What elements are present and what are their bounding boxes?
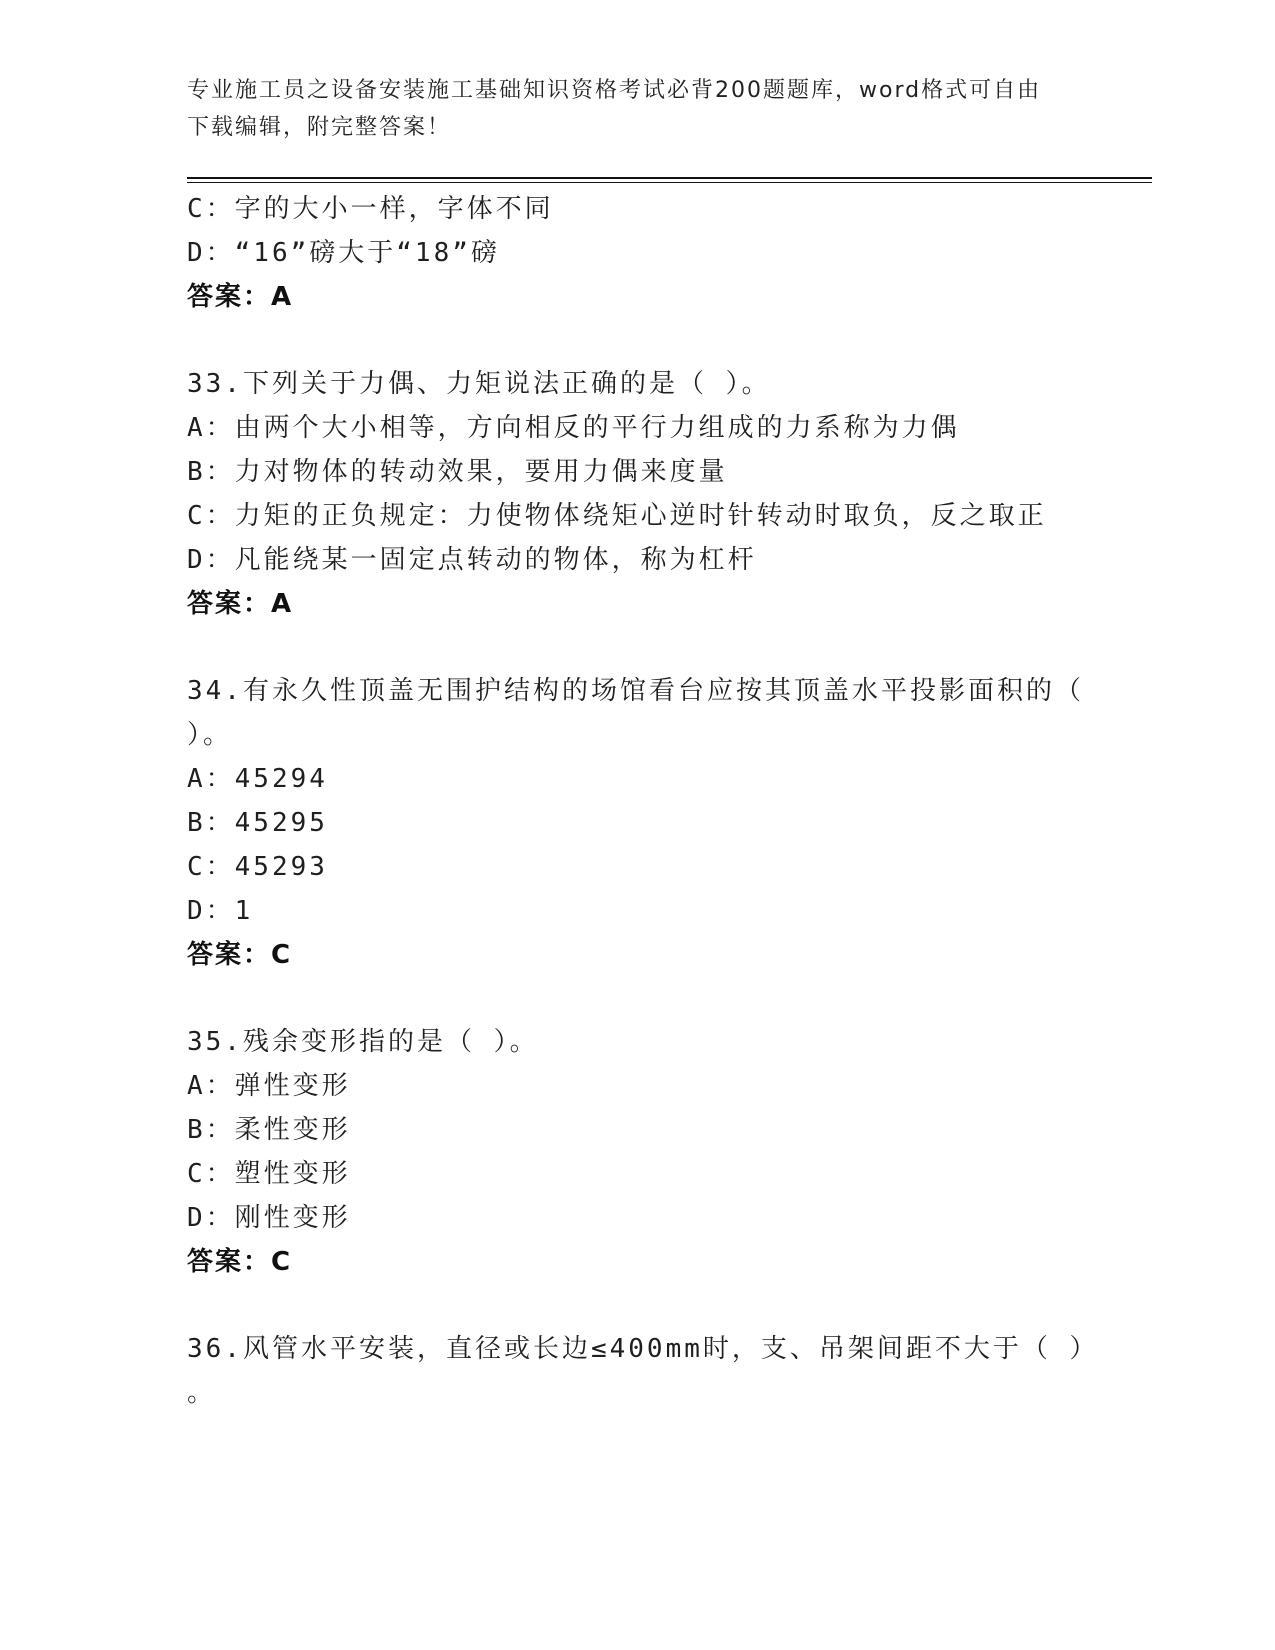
prev-option-d: D：“16”磅大于“18”磅 xyxy=(187,238,500,268)
page-header xyxy=(187,72,1067,146)
question-33-option-c: C：力矩的正负规定：力使物体绕矩心逆时针转动时取负，反之取正 xyxy=(187,501,1047,531)
question-33-answer: 答案：A xyxy=(187,589,294,619)
question-34-option-b: B：45295 xyxy=(187,808,328,838)
question-35-stem: 35.残余变形指的是（ ）。 xyxy=(187,1027,539,1057)
header-title-line-2: 下载编辑，附完整答案！ xyxy=(187,115,452,140)
question-33-option-b: B：力对物体的转动效果，要用力偶来度量 xyxy=(187,457,728,487)
prev-option-c: C：字的大小一样，字体不同 xyxy=(187,194,554,224)
question-34-answer: 答案：C xyxy=(187,940,293,970)
question-34-stem: 34.有永久性顶盖无围护结构的场馆看台应按其顶盖水平投影面积的（ xyxy=(187,676,1084,706)
header-rule-thin xyxy=(187,182,1152,183)
question-33-option-a: A：由两个大小相等，方向相反的平行力组成的力系称为力偶 xyxy=(187,413,960,443)
question-35-option-a: A：弹性变形 xyxy=(187,1071,351,1101)
question-36-stem-cont: 。 xyxy=(187,1378,217,1408)
question-36-stem: 36.风管水平安装，直径或长边≤400mm时，支、吊架间距不大于（ ） xyxy=(187,1334,1099,1364)
prev-answer: 答案：A xyxy=(187,282,294,312)
question-35-option-d: D：刚性变形 xyxy=(187,1203,351,1233)
question-35-option-c: C：塑性变形 xyxy=(187,1159,351,1189)
question-34-option-d: D：1 xyxy=(187,896,254,926)
header-rule xyxy=(187,177,1152,179)
header-title-line-1: 专业施工员之设备安装施工基础知识资格考试必背200题题库，word格式可自由 xyxy=(187,78,1042,103)
question-33-option-d: D：凡能绕某一固定点转动的物体，称为杠杆 xyxy=(187,545,757,575)
question-34-option-c: C：45293 xyxy=(187,852,328,882)
question-33-stem: 33.下列关于力偶、力矩说法正确的是（ ）。 xyxy=(187,369,771,399)
question-35-option-b: B：柔性变形 xyxy=(187,1115,351,1145)
question-34-stem-cont: ）。 xyxy=(187,720,233,750)
question-34-option-a: A：45294 xyxy=(187,764,328,794)
question-35-answer: 答案：C xyxy=(187,1247,293,1277)
